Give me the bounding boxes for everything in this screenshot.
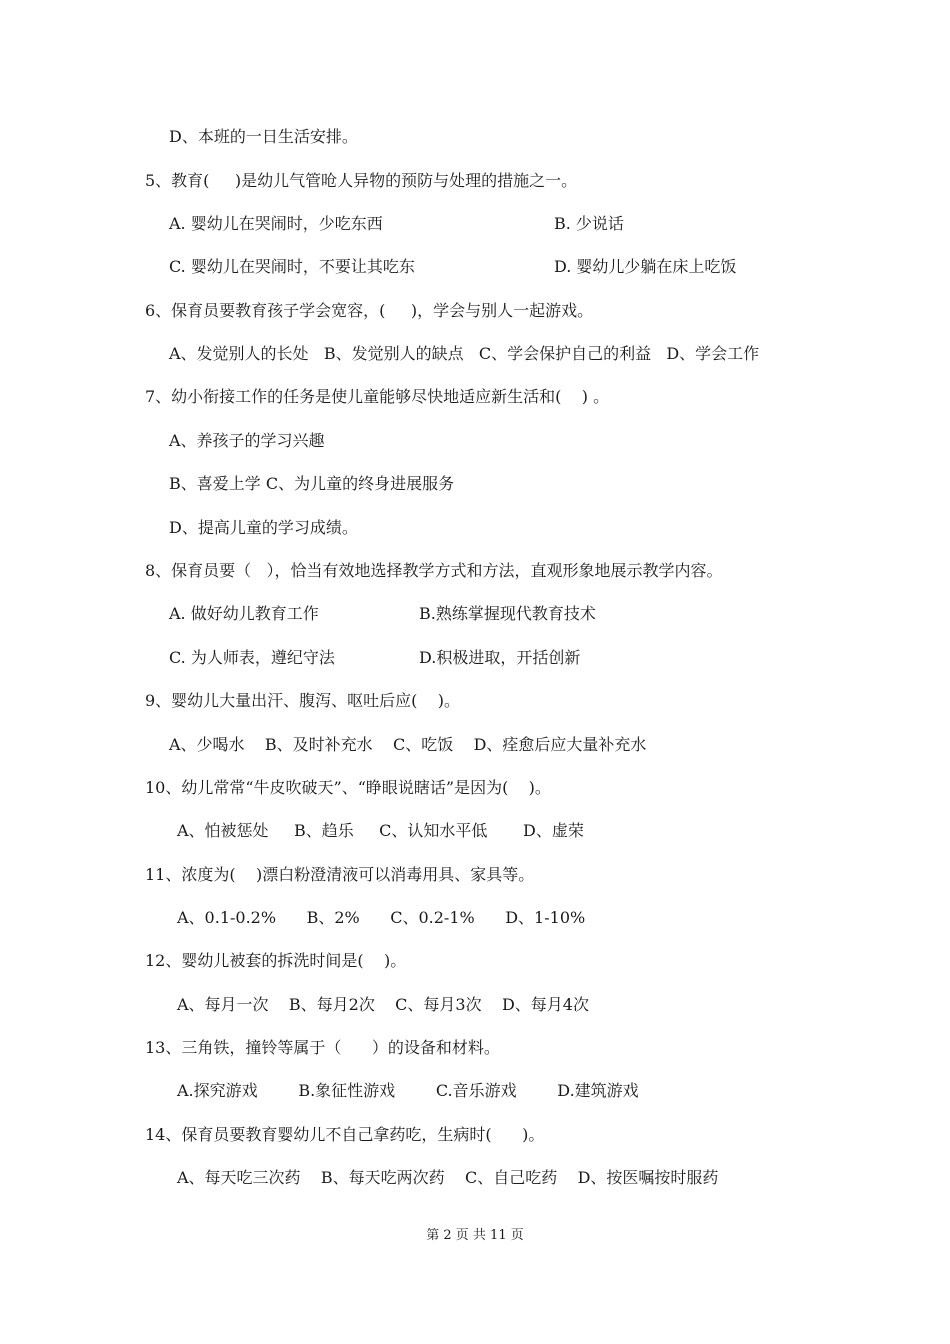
question-10: 10、幼儿常常“牛皮吹破天”、“睁眼说瞎话”是因为( )。 (145, 778, 551, 797)
option-5b: B. 少说话 (554, 214, 624, 233)
options-11: A、0.1-0.2% B、2% C、0.2-1% D、1-10% (177, 908, 586, 927)
option-4d: D、本班的一日生活安排。 (169, 127, 358, 146)
question-6: 6、保育员要教育孩子学会宽容，( )，学会与别人一起游戏。 (145, 301, 594, 320)
question-11: 11、浓度为( )漂白粉澄清液可以消毒用具、家具等。 (145, 865, 535, 884)
options-13: A.探究游戏 B.象征性游戏 C.音乐游戏 D.建筑游戏 (177, 1081, 639, 1100)
option-5a: A. 婴幼儿在哭闹时，少吃东西 (169, 214, 383, 233)
option-7d: D、提高儿童的学习成绩。 (169, 518, 358, 537)
question-12: 12、婴幼儿被套的拆洗时间是( )。 (145, 951, 407, 970)
page-footer: 第 2 页 共 11 页 (426, 1228, 524, 1243)
option-7a: A、养孩子的学习兴趣 (169, 431, 325, 450)
question-5: 5、教育( )是幼儿气管呛人异物的预防与处理的措施之一。 (145, 171, 578, 190)
options-14: A、每天吃三次药 B、每天吃两次药 C、自己吃药 D、按医嘱按时服药 (177, 1168, 719, 1187)
options-6: A、发觉别人的长处 B、发觉别人的缺点 C、学会保护自己的利益 D、学会工作 (169, 344, 760, 363)
options-9: A、少喝水 B、及时补充水 C、吃饭 D、痊愈后应大量补充水 (169, 735, 647, 754)
option-5c: C. 婴幼儿在哭闹时，不要让其吃东 (169, 257, 415, 276)
question-7: 7、幼小衔接工作的任务是使儿童能够尽快地适应新生活和( ) 。 (145, 387, 610, 406)
question-13: 13、三角铁，撞铃等属于（ ）的设备和材料。 (145, 1038, 500, 1057)
option-7bc: B、喜爱上学 C、为儿童的终身进展服务 (169, 474, 455, 493)
options-12: A、每月一次 B、每月2次 C、每月3次 D、每月4次 (177, 995, 589, 1014)
question-9: 9、婴幼儿大量出汗、腹泻、呕吐后应( )。 (145, 691, 461, 710)
option-8d: D.积极进取，开括创新 (419, 648, 581, 667)
options-10: A、怕被惩处 B、趋乐 C、认知水平低 D、虚荣 (177, 821, 584, 840)
option-8a: A. 做好幼儿教育工作 (169, 604, 319, 623)
option-5d: D. 婴幼儿少躺在床上吃饭 (554, 257, 737, 276)
option-8b: B.熟练掌握现代教育技术 (419, 604, 596, 623)
option-8c: C. 为人师表，遵纪守法 (169, 648, 335, 667)
question-14: 14、保育员要教育婴幼儿不自己拿药吃，生病时( )。 (145, 1125, 545, 1144)
question-8: 8、保育员要（ ），恰当有效地选择教学方式和方法，直观形象地展示教学内容。 (145, 561, 723, 580)
